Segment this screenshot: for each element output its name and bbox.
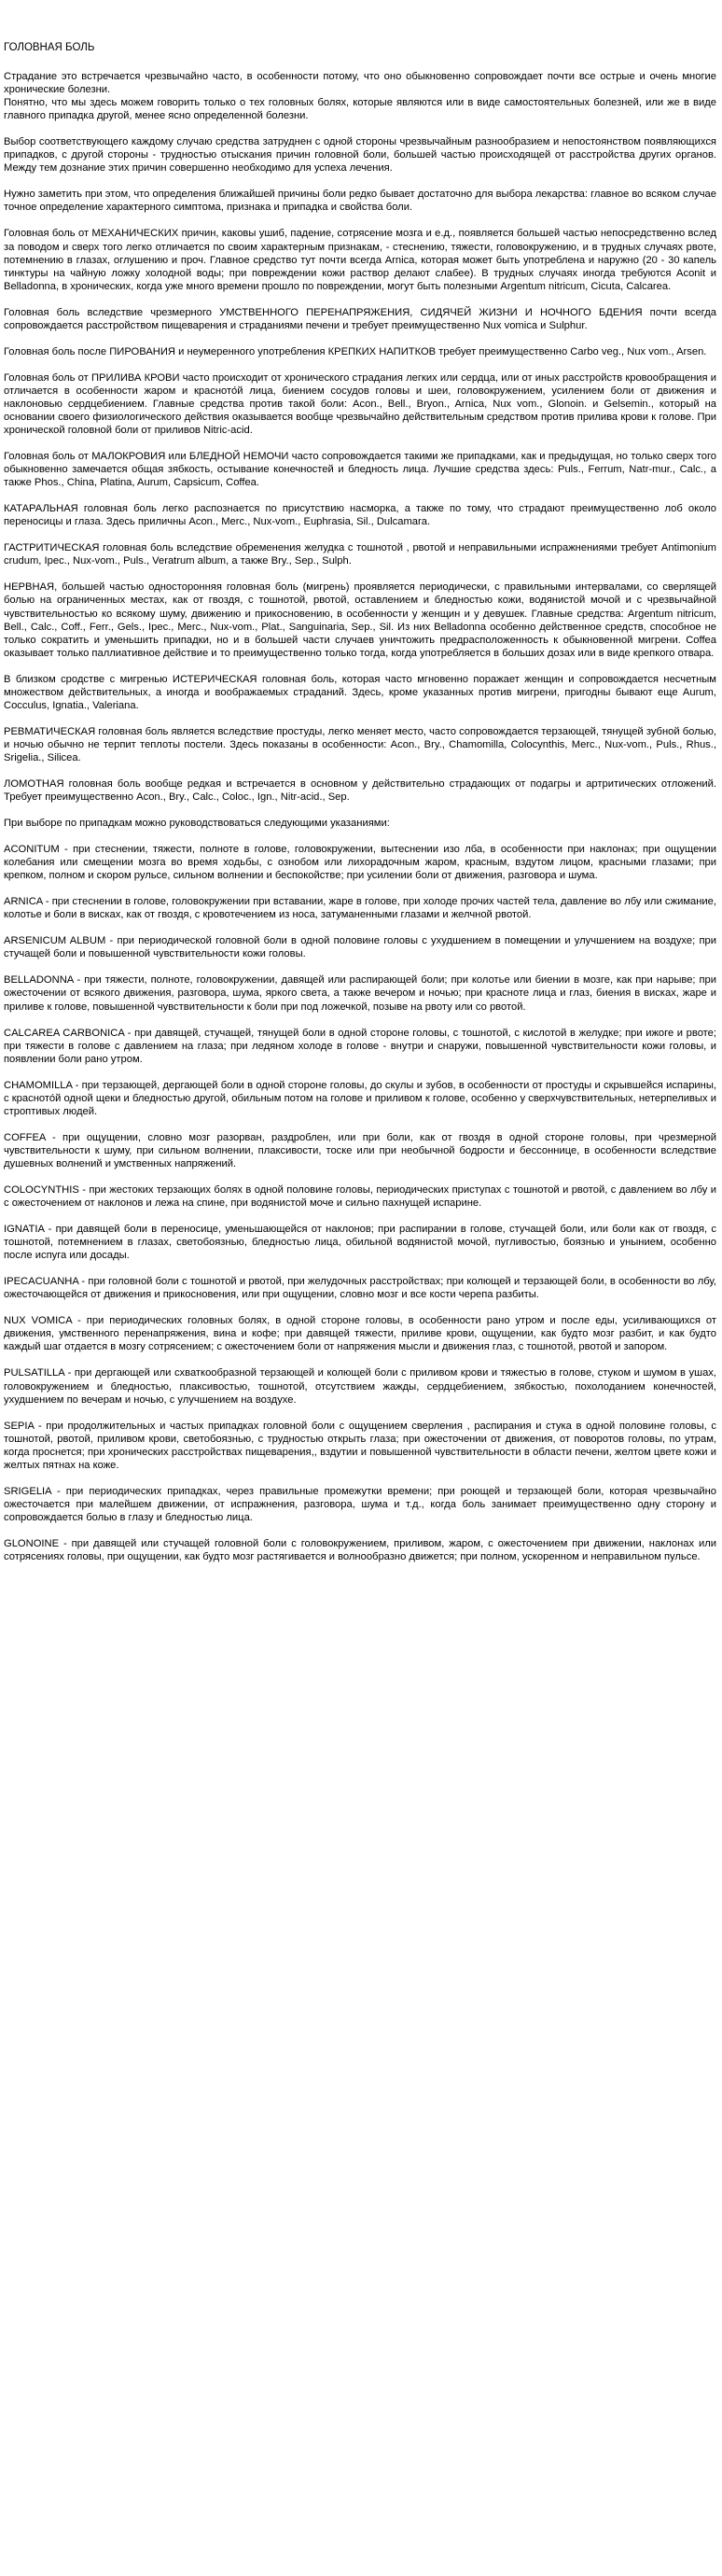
document-title: ГОЛОВНАЯ БОЛЬ (4, 42, 95, 53)
remedy-nux-vomica: NUX VOMICA - при периодических головных болях, в одной стороне головы, в особенности рано утром и после еды, усиливающихся от движения, умственного перенапряжения, вина и кофе; при давящей тяжести, приливе крови, ощущении, как будто мозг разбит, и как будто каждый шаг отдается в мозгу сотрясением; с ожесточением боли от напряжения мысли и движения глаз, с тошнотой, рвотой и запором. (4, 1315, 716, 1353)
remedy-pulsatilla: PULSATILLA - при дергающей или схваткообразной терзающей и колющей боли с приливом крови и тяжестью в голове, стуком и шумом в ушах, головокружением и бледностью, плаксивостью, тошнотой, отсутствием жажды, сердцебиением, зябкостью, похолоданием конечностей, ухудшением по вечерам и ночью, с улучшением на воздухе. (4, 1367, 716, 1406)
remedy-calcarea: CALCAREA CARBONICA - при давящей, стучащей, тянущей боли в одной стороне головы, с тошнотой, с кислотой в желудке; при ижоге и рвоте; при тяжести в голове с давлением на глаза; при ледяном холоде в голове - внутри и снаружи, повышенной чувствительности кожи головы, и появлении боли рано утром. (4, 1027, 716, 1065)
blood-rush-paragraph: Головная боль от ПРИЛИВА КРОВИ часто происходит от хронического страдания легких или сердца, или от иных расстройств кровообращения и отличается в особенности жаром и красното́й лица, биением сосудов головы и шеи, головокружением, усилением боли от движения и наклоновью сердцебиением. Главные средства против такой боли: Acon., Bell., Bryon., Arnica, Nux vom., Glonoin. и Gelsemin., который на основании своего физиологического действия оказывается вообще чрезвычайно действительным средством против прилива крови к голове. При хронической головной боли от приливов Nitric-acid. (4, 371, 716, 437)
remedy-arnica: ARNICA - при стеснении в голове, головокружении при вставании, жаре в голове, при холоде прочих частей тела, давление во лбу или сжимание, колотье и боли в висках, как от гвоздя, с кровотечением из носа, затуманенными глазами и желчной рвотой. (4, 896, 716, 921)
symptoms-intro-paragraph: При выборе по припадкам можно руководствоваться следующими указаниями: (4, 818, 390, 830)
remedy-srigelia: SRIGELIA - при периодических припадках, через правильные промежутки времени; при роющей и терзающей боли, которая чрезвычайно ожесточается при малейшем движении, от испражнения, разговора, шума и т.д., когда боль занимает преимущественно одну сторону и сопровождается болью в глазу и бледностью лица. (4, 1485, 716, 1523)
hysterical-paragraph: В близком сродстве с мигренью ИСТЕРИЧЕСКАЯ головная боль, которая часто мгновенно поражает женщин и сопровождается несчетным множеством действительных, а иногда и воображаемых страданий. Здесь, кроме указанных против мигрени, пригодны бывают еще Aurum, Cocculus, Ignatia., Valeriana. (4, 673, 716, 711)
remedy-arsenicum: ARSENICUM ALBUM - при периодической головной боли в одной половине головы с ухудшением в помещении и улучшением на воздухе; при стучащей боли и повышенной чувствительности кожи головы. (4, 935, 716, 960)
remedy-ignatia: IGNATIA - при давящей боли в переносице, уменьшающейся от наклонов; при распирании в голове, стучащей боли, или боли как от гвоздя, с тошнотой, потемнением в глазах, светобоязнью, бледностью лица, обильной водянистой мочой, пугливостью, боязнью и унынием, особенно после испуга или досады. (4, 1224, 716, 1262)
remedy-colocynthis: COLOCYNTHIS - при жестоких терзающих болях в одной половине головы, периодических приступах с тошнотой и рвотой, с давлением во лбу и с ожесточением от наклонов и лежа на спине, при водянистой моче и сильно пахнущей испарине. (4, 1184, 716, 1210)
anemia-paragraph: Головная боль от МАЛОКРОВИЯ или БЛЕДНОЙ НЕМОЧИ часто сопровождается такими же припадками, как и предыдущая, но только сверх того обыкновенно замечается общая зябкость, остывание конечностей и бледность лица. Лучшие средства здесь: Puls., Ferrum, Natr-mur., Calc., а также Phos., China, Platina, Aurum, Capsicum, Coffea. (4, 451, 716, 489)
feasting-paragraph: Головная боль после ПИРОВАНИЯ и неумеренного употребления КРЕПКИХ НАПИТКОВ требует преимущественно Carbo veg., Nux vom., Arsen. (4, 345, 707, 357)
intro-paragraph: Страдание это встречается чрезвычайно часто, в особенности потому, что оно обыкновенно сопровождает почти все острые и очень многие хронические болезни. (4, 71, 716, 96)
remedy-chamomilla: CHAMOMILLA - при терзающей, дергающей боли в одной стороне головы, до скулы и зубов, в особенности от простуды и скрывшейся испарины, с красното́й одной щеки и бледностью другой, обильным потом на голове и приливом к голове, особенно у сверхчувствительных, нетерпеливых и строптивых людей. (4, 1079, 716, 1117)
remedy-belladonna: BELLADONNA - при тяжести, полноте, головокружении, давящей или распирающей боли; при колотье или биении в мозге, как при нарыве; при ожесточении от всякого движения, разговора, шума, яркого света, а также вечером и ночью; при красноте лица и глаз, биения в висках, жаре и приливе к голове, повышенной чувствительности к боли при под ложечкой, позыве на рвоту или со рвотой. (4, 974, 716, 1013)
nervous-migraine-paragraph: НЕРВНАЯ, большей частью односторонняя головная боль (мигрень) проявляется периодически, с правильными интервалами, со сверлящей болью на ограниченных местах, как от гвоздя, с тошнотой, рвотой, оставлением и бледностью кожи, водянистой мочой и с чрезвычайной чувствительностью ко всякому шуму, движению и прикосновению, в особенности у женщин и у девушек. Главные средства: Argentum nitricum, Bell., Calc., Coff., Ferr., Gels., Ipec., Merc., Nux-vom., Plat., Sanguinaria, Sep., Sil. Из них Belladonna особенно действенное средств, способное не только сократить и уменьшить припадки, но и в большей части случаев уничтожить предрасположенность к обыкновенной мигрени. Coffea оказывает только паллиативное действие и то преимущественно только тогда, когда употребляется в больших дозах или в виде крепкого отвара. (4, 581, 716, 659)
cause-note-paragraph: Нужно заметить при этом, что определения ближайшей причины боли редко бывает достаточно для выбора лекарства: главное во всяком случае точное определение характерного симптома, признака и припадка и свойства боли. (4, 189, 716, 214)
catarrhal-paragraph: КАТАРАЛЬНАЯ головная боль легко распознается по присутствию насморка, а также по тому, что страдают преимущественно лоб около переносицы и глаза. Здесь приличны Acon., Merc., Nux-vom., Euphrasia, Sil., Dulcamara. (4, 503, 716, 528)
remedy-choice-paragraph: Выбор соответствующего каждому случаю средства затруднен с одной стороны чрезвычайным разнообразием и непостоянством появляющихся припадков, с другой стороны - трудностью отыскания причин головной боли, большей частью происходящей от расстройства других органов. Между тем дознание этих причин совершенно необходимо для успеха лечения. (4, 136, 716, 175)
mental-strain-paragraph: Головная боль вследствие чрезмерного УМСТВЕННОГО ПЕРЕНАПРЯЖЕНИЯ, СИДЯЧЕЙ ЖИЗНИ И НОЧНОГО БДЕНИЯ почти всегда сопровождается расстройством пищеварения и страданиями печени и требует преимущественно Nux vomica и Sulphur. (4, 306, 716, 331)
remedy-sepia: SEPIA - при продолжительных и частых припадках головной боли с ощущением сверления , распирания и стука в одной половине головы, с тошнотой, рвотой, приливом крови, светобоязнью, с трудностью открыть глаза; при ожесточении от движения, от поворотов головы, по утрам, когда проснется; при хронических расстройствах пищеварения,, вздутии и повышенной чувствительности в области печени, желтом цвете кожи и желтых пятнах на коже. (4, 1420, 716, 1471)
gastric-paragraph: ГАСТРИТИЧЕСКАЯ головная боль вследствие обременения желудка с тошнотой , рвотой и неправильными испражнениями требует Antimonium crudum, Ipec., Nux-vom., Puls., Veratrum album, а также Bry., Sep., Sulph. (4, 542, 716, 567)
remedy-coffea: COFFEA - при ощущении, словно мозг разорван, раздроблен, или при боли, как от гвоздя в одной стороне головы, при чрезмерной чувствительности к шуму, при сильном волнении, плаксивости, тоске или при необычной бодрости и бессоннице, в особенности вследствие душевных волнений и умственных напряжений. (4, 1131, 716, 1169)
remedy-glonoine: GLONOINE - при давящей или стучащей головной боли с головокружением, приливом, жаром, с ожесточением при движении, наклонах или сотрясениях головы, при ощущении, как будто мозг растягивается и волнообразно движется; при полном, ускоренном и неправильном пульсе. (4, 1537, 716, 1562)
rheumatic-paragraph: РЕВМАТИЧЕСКАЯ головная боль является вследствие простуды, легко меняет место, часто сопровождается терзающей, тянущей зубной болью, и ночью обычно не терпит теплоты постели. Здесь показаны в особенности: Acon., Bry., Chamomilla, Colocynthis, Merc., Nux-vom., Puls., Rhus., Srigelia., Silicea. (4, 725, 716, 763)
gouty-paragraph: ЛОМОТНАЯ головная боль вообще редкая и встречается в основном у действительно страдающих от подагры и артритических отложений. Требует преимущественно Acon., Bry., Calc., Coloc., Ign., Nitr-acid., Sep. (4, 777, 716, 804)
intro-paragraph: Понятно, что мы здесь можем говорить только о тех головных болях, которые являются или в виде самостоятельных болезней, или же в виде главного припадка другой, менее ясно определенной болезни. (4, 97, 716, 122)
remedy-aconitum: ACONITUM - при стеснении, тяжести, полноте в голове, головокружении, вытеснении изо лба, в особенности при наклонах; при ощущении колебания или смещении мозга во время ходьбы, с ознобом или лихорадочным жаром, красным, вздутом лицом, красными глазами; при крепком, полном и скором рульсе, сильном волнении и беспокойстве; при усилении боли от движения, разговора и шума. (4, 844, 716, 882)
mechanical-cause-paragraph: Головная боль от МЕХАНИЧЕСКИХ причин, каковы ушиб, падение, сотрясение мозга и е.д., появляется большей частью непосредственно вслед за поводом и сверх того легко отличается по своим характерным признакам, - стеснению, тяжести, головокружению, и в трудных случаях рвоте, потемнению в глазах, оглушению и проч. Главное средство тут почти всегда Arnica, которая может быть употреблена и наружно (20 - 30 капель тинктуры на чайную ложку холодной воды; при повреждении кожи раствор делают слабее). В трудных случаях иногда требуются Aconit и Belladonna, в хронических, когда уже много времени прошло по повреждении, могут быть полезными Argentum nitricum, Cicuta, Calcarea. (4, 228, 716, 292)
remedy-ipecacuanha: IPECACUANHA - при головной боли с тошнотой и рвотой, при желудочных расстройствах; при колющей и терзающей боли, в особенности во лбу, ожесточающейся от движения и прикосновения, или при ощущении, словно мозг и все кости черепа разбиты. (4, 1276, 716, 1301)
